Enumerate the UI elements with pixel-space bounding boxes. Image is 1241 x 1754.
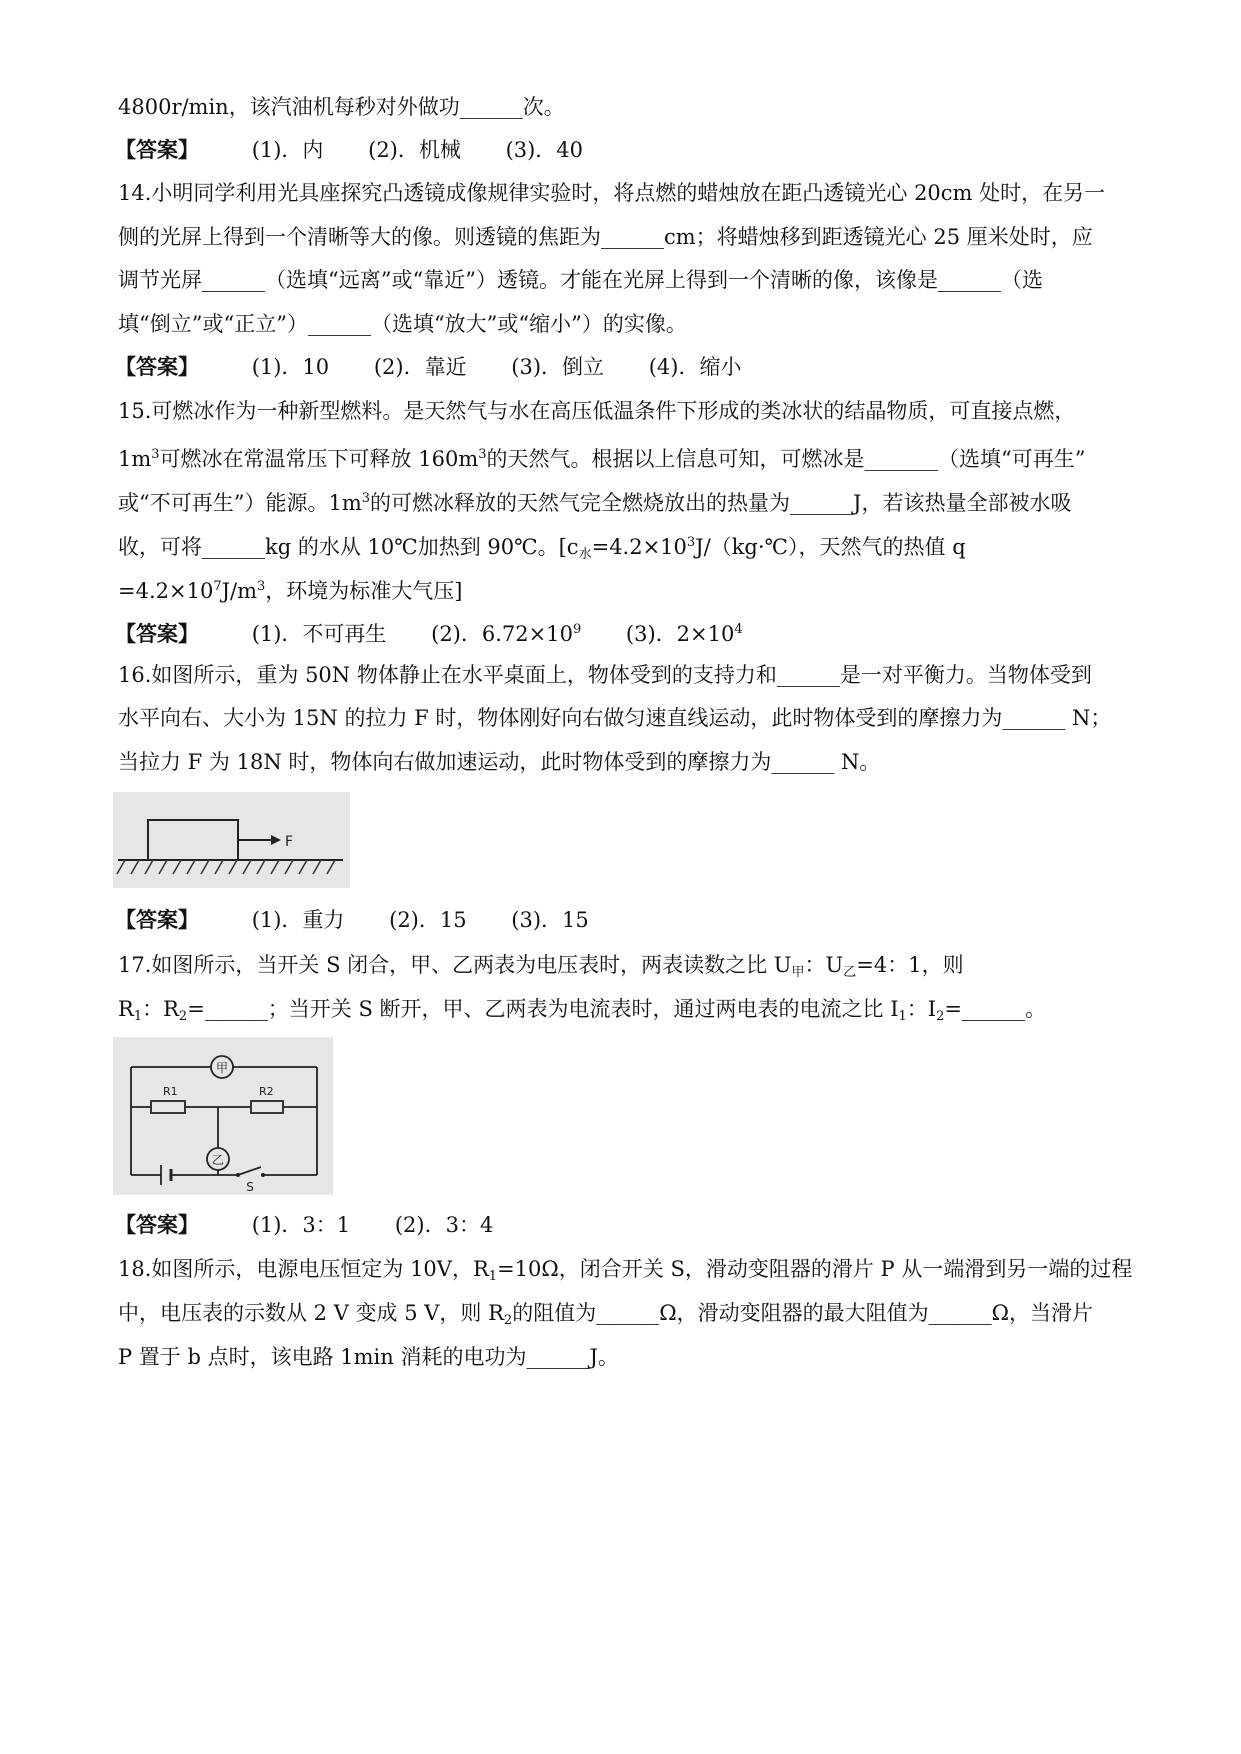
q14-line: 填“倒立”或“正立”）______（选填“放大”或“缩小”）的实像。 xyxy=(118,312,687,336)
answer-item: (2)．15 xyxy=(389,908,467,932)
answer-tag: 【答案】 xyxy=(115,907,199,932)
answer-16 xyxy=(115,905,627,935)
answer-item: (4)．缩小 xyxy=(648,355,742,379)
answer-tag: 【答案】 xyxy=(115,1212,199,1237)
answer-item: (1)．内 xyxy=(251,138,324,162)
force-arrowhead xyxy=(271,835,281,845)
answer-tag: 【答案】 xyxy=(115,354,199,379)
answer-tag: 【答案】 xyxy=(115,621,199,646)
meter-jia xyxy=(211,1056,233,1078)
answer-item: (1)．10 xyxy=(251,355,330,379)
force-label: F xyxy=(285,834,294,850)
answer-15 xyxy=(115,615,781,649)
answer-14 xyxy=(115,352,779,382)
switch-icon xyxy=(236,1167,265,1194)
q15-line: 或“不可再生”）能源。$1m^3$的可燃冰释放的天然气完全燃烧放出的热量为______J，若该热量全部被水吸 xyxy=(118,491,1072,515)
q15-line: $=4.2\times 10^7J/m^3$，环境为标准大气压] xyxy=(118,579,463,603)
svg-text:S: S xyxy=(246,1180,254,1194)
answer-item: (2)．$6.72\times 10^9$ xyxy=(431,622,582,646)
q15-line: 15.可燃冰作为一种新型燃料。是天然气与水在高压低温条件下形成的类冰状的结晶物质，可直接点燃， xyxy=(118,399,1076,423)
q17-line: $R_1$：$R_2=\_\_\_\_\_\_$；当开关 S 断开，甲、乙两表为电流表时，通过两电表的电流之比 $I_1$：$I_2=\_\_\_\_\_\_$。 xyxy=(118,997,1046,1024)
svg-text:甲: 甲 xyxy=(215,1061,229,1075)
svg-text:乙: 乙 xyxy=(211,1153,225,1167)
q18-line: 中，电压表的示数从 2 V 变成 5 V，则 $R_2$的阻值为______Ω，滑动变阻器的最大阻值为______Ω，当滑片 xyxy=(118,1301,1094,1328)
answer-item: (1)．3：1 xyxy=(251,1213,351,1237)
q15-line: $1m^3$可燃冰在常温常压下可释放 $160m^3$的天然气。根据以上信息可知，可燃冰是_______（选填“可再生” xyxy=(118,447,1086,471)
answer-item: (2)．3：4 xyxy=(394,1213,494,1237)
q15-line: 收，可将______kg 的水从 10℃加热到 90℃。[$c_水=4.2\times 10^3J/(kg\cdot℃)$，天然气的热值 q xyxy=(118,535,966,562)
answer-item: (1)．不可再生 xyxy=(251,622,387,646)
q16-line: 当拉力 F 为 18N 时，物体向右做加速运动，此时物体受到的摩擦力为______ N。 xyxy=(118,750,881,774)
answer-item: (3)．15 xyxy=(511,908,589,932)
q14-line: 侧的光屏上得到一个清晰等大的像。则透镜的焦距为______cm；将蜡烛移到距透镜光心 25 厘米处时，应 xyxy=(118,225,1093,249)
answer-tag: 【答案】 xyxy=(115,137,199,162)
answer-item: (1)．重力 xyxy=(251,908,345,932)
answer-item: (2)．机械 xyxy=(368,138,461,162)
q16-line: 水平向右、大小为 15N 的拉力 F 时，物体刚好向右做匀速直线运动，此时物体受到的摩擦力为______ N； xyxy=(118,706,1112,730)
q16-line: 16.如图所示，重为 50N 物体静止在水平桌面上，物体受到的支持力和______是一对平衡力。当物体受到 xyxy=(118,663,1092,687)
table-hatching xyxy=(117,860,335,874)
figure-block-on-table xyxy=(113,792,350,888)
q14-line: 14.小明同学利用光具座探究凸透镜成像规律实验时，将点燃的蜡烛放在距凸透镜光心 20cm 处时，在另一 xyxy=(118,181,1106,205)
resistor-r1 xyxy=(151,1101,185,1113)
resistor-r1-label: R1 xyxy=(163,1085,178,1098)
battery-icon xyxy=(161,1165,171,1185)
block-shape xyxy=(148,820,238,860)
meter-yi xyxy=(207,1148,229,1170)
q17-line: 17.如图所示，当开关 S 闭合，甲、乙两表为电压表时，两表读数之比 $U_甲$：$U_乙=4$：1，则 xyxy=(118,953,964,980)
answer-13 xyxy=(115,135,621,165)
resistor-r2 xyxy=(251,1101,283,1113)
q18-line: 18.如图所示，电源电压恒定为 10V，$R_1=10\Omega$，闭合开关 S，滑动变阻器的滑片 P 从一端滑到另一端的过程 xyxy=(118,1257,1133,1284)
q18-line: P 置于 b 点时，该电路 1min 消耗的电功为______J。 xyxy=(118,1345,619,1369)
q14-line: 调节光屏______（选填“远离”或“靠近”）透镜。才能在光屏上得到一个清晰的像，该像是______（选 xyxy=(118,268,1043,292)
answer-item: (3)．$2\times 10^4$ xyxy=(625,622,743,646)
answer-item: (3)．倒立 xyxy=(511,355,605,379)
answer-item: (3)．40 xyxy=(505,138,584,162)
figure-circuit xyxy=(113,1037,333,1195)
answer-17 xyxy=(115,1210,531,1240)
resistor-r2-label: R2 xyxy=(259,1085,274,1098)
answer-item: (2)．靠近 xyxy=(373,355,467,379)
q13-tail-line: 4800r/min，该汽油机每秒对外做功______次。 xyxy=(118,95,565,119)
